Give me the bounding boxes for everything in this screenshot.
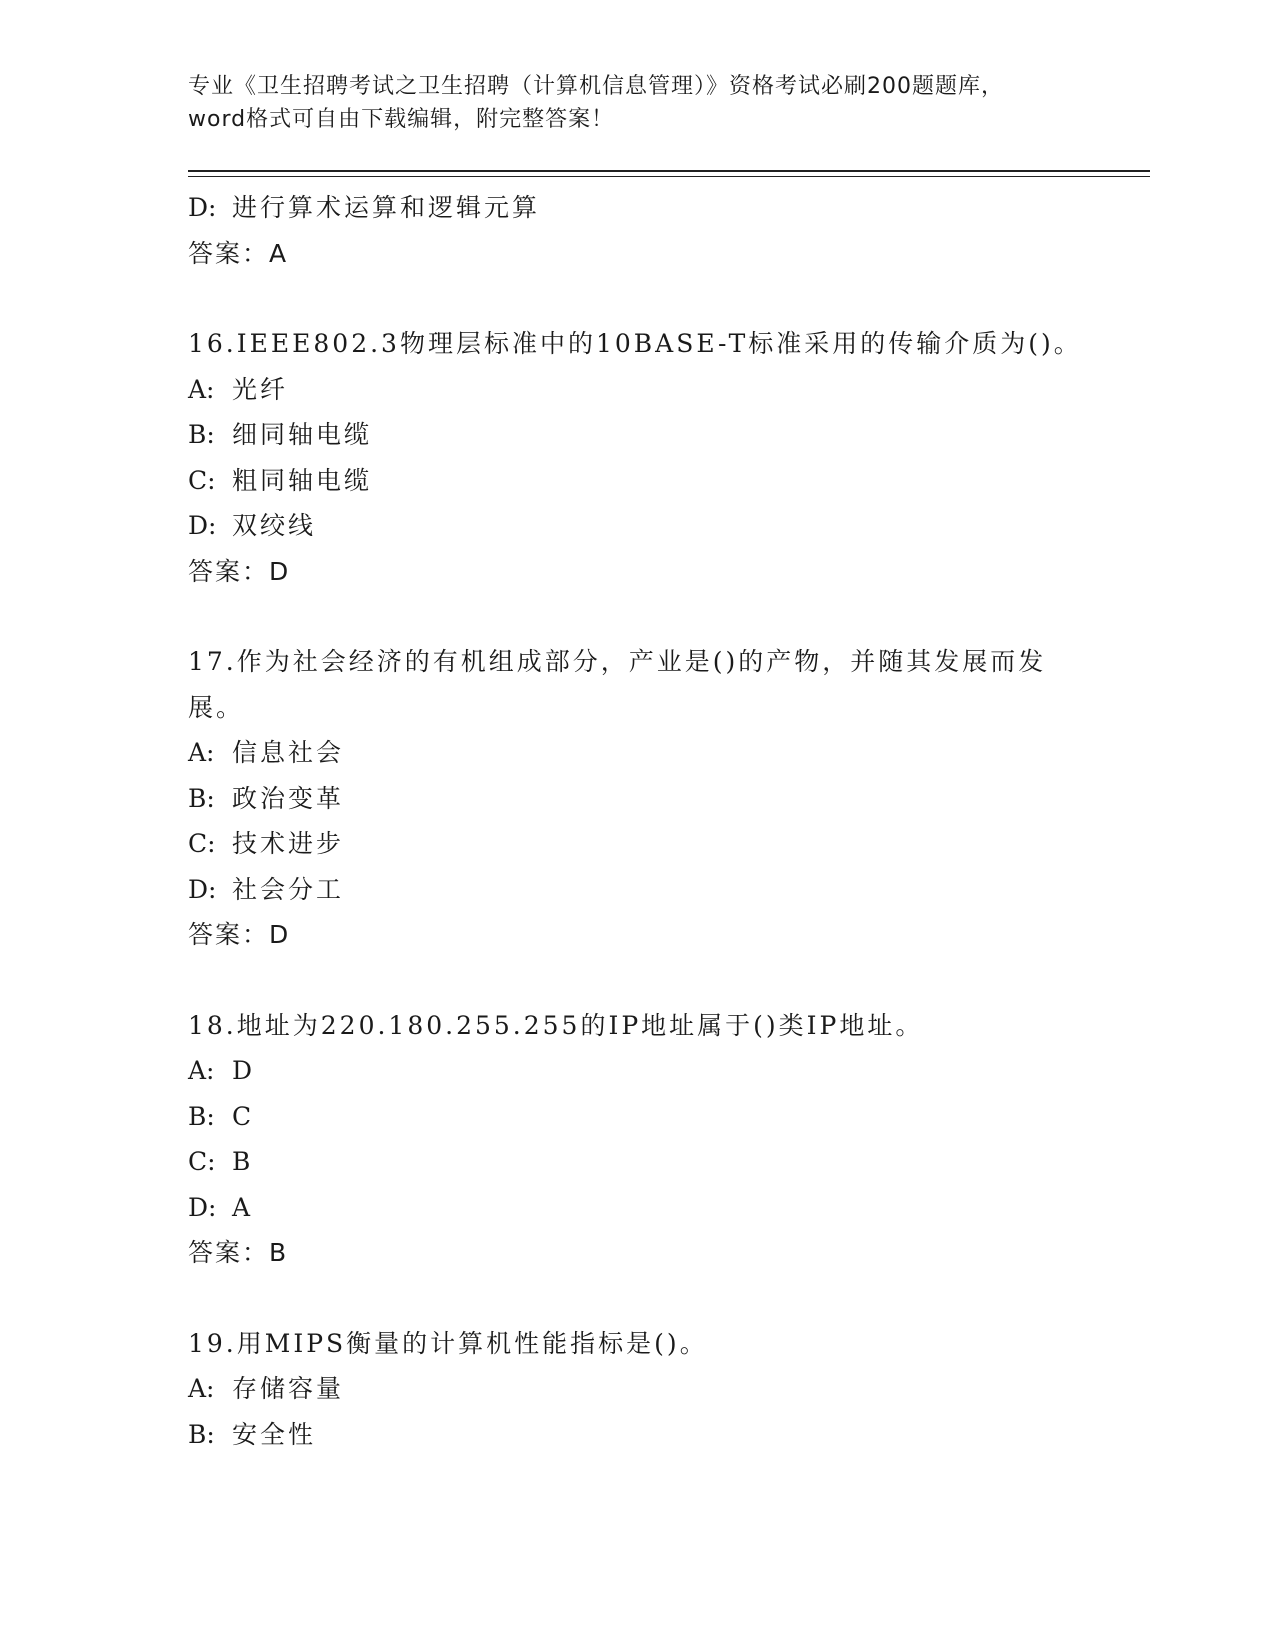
option-b xyxy=(188,1094,1150,1140)
spacer xyxy=(188,958,1150,1003)
option-text: 政治变革 xyxy=(232,783,345,813)
option-d xyxy=(188,503,1150,549)
option-a xyxy=(188,367,1150,413)
option-letter: C: xyxy=(188,829,216,858)
option-b xyxy=(188,1412,1150,1458)
question-list xyxy=(188,185,1150,1457)
option-text: B xyxy=(232,1147,254,1176)
answer-line: 答案：D xyxy=(188,920,291,949)
option-b xyxy=(188,776,1150,822)
spacer xyxy=(188,276,1150,321)
option-text: 细同轴电缆 xyxy=(232,420,373,449)
option-letter: A: xyxy=(188,738,215,767)
option-letter: A: xyxy=(188,1374,215,1403)
option-letter: A: xyxy=(188,1056,215,1085)
question-16-text: 16.IEEE802.3物理层标准中的10BASE-T标准采用的传输介质为()。 xyxy=(188,329,1082,358)
option-c xyxy=(188,821,1150,867)
question-19-text: 19.用MIPS衡量的计算机性能指标是()。 xyxy=(188,1328,708,1358)
option-text: C xyxy=(232,1101,255,1131)
option-c xyxy=(188,458,1150,504)
option-a xyxy=(188,1048,1150,1094)
option-letter: B: xyxy=(188,783,215,813)
option-d xyxy=(188,867,1150,913)
option-letter: C: xyxy=(188,465,216,495)
answer-line: 答案：A xyxy=(188,238,289,268)
option-letter: C: xyxy=(188,1147,216,1176)
option-letter: D: xyxy=(188,511,217,540)
question-17-text: 17.作为社会经济的有机组成部分，产业是()的产物，并随其发展而发展。 xyxy=(188,647,1047,722)
option-c xyxy=(188,1139,1150,1185)
question-18-text: 18.地址为220.180.255.255的IP地址属于()类IP地址。 xyxy=(188,1010,924,1040)
option-d xyxy=(188,185,1150,231)
document-header xyxy=(188,70,1068,136)
option-text: 双绞线 xyxy=(232,511,317,540)
option-text: 光纤 xyxy=(232,374,289,404)
option-text: A xyxy=(232,1192,254,1222)
option-letter: A: xyxy=(188,374,215,404)
header-title-line-2: word格式可自由下载编辑，附完整答案！ xyxy=(188,107,615,132)
answer-line: 答案：B xyxy=(188,1238,289,1267)
spacer xyxy=(188,1276,1150,1321)
answer-line: 答案：D xyxy=(188,556,291,586)
option-letter: D: xyxy=(188,193,217,222)
option-letter: B: xyxy=(188,1419,215,1449)
header-title-line-1: 专业《卫生招聘考试之卫生招聘（计算机信息管理）》资格考试必刷200题题库， xyxy=(188,74,1004,99)
option-letter: D: xyxy=(188,1192,217,1222)
option-letter: D: xyxy=(188,874,217,904)
option-letter: B: xyxy=(188,420,215,449)
document-page xyxy=(188,70,1150,1457)
option-text: 进行算术运算和逻辑元算 xyxy=(232,193,541,222)
option-text: 安全性 xyxy=(232,1419,317,1449)
spacer xyxy=(188,594,1150,639)
option-a xyxy=(188,730,1150,776)
option-letter: B: xyxy=(188,1101,215,1131)
option-d xyxy=(188,1185,1150,1231)
option-text: 社会分工 xyxy=(232,874,345,904)
option-b xyxy=(188,412,1150,458)
header-divider xyxy=(188,170,1150,177)
option-a xyxy=(188,1366,1150,1412)
option-text: D xyxy=(232,1056,256,1085)
option-text: 技术进步 xyxy=(232,829,345,858)
option-text: 信息社会 xyxy=(232,738,345,767)
option-text: 粗同轴电缆 xyxy=(232,465,373,495)
option-text: 存储容量 xyxy=(232,1374,345,1403)
